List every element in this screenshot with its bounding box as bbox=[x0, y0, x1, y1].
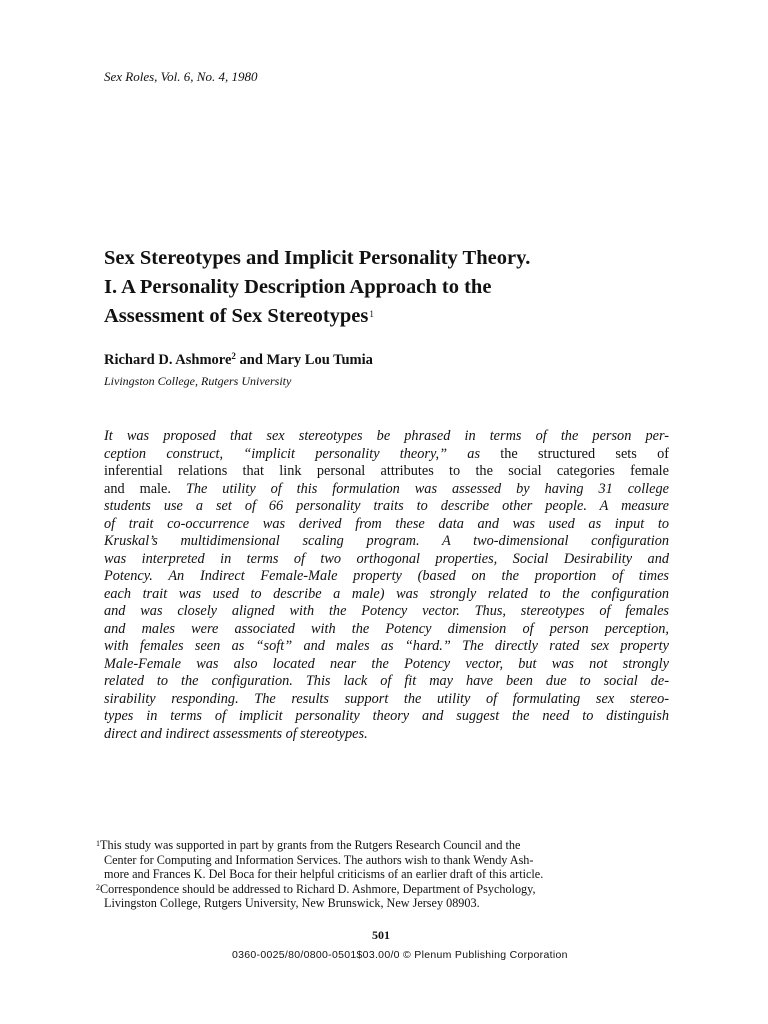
abstract-text: students use a set of 66 personality traits to describe other people. A measure bbox=[104, 498, 669, 514]
abstract-text: Potency. An Indirect Female-Male property (based on the proportion of times bbox=[104, 568, 669, 584]
abstract-text: ception construct, “implicit personality theory,” as bbox=[104, 445, 501, 462]
title-line bbox=[104, 302, 664, 331]
abstract-text: each trait was used to describe a male) was strongly related to the configuration bbox=[104, 585, 669, 602]
abstract-line bbox=[104, 656, 669, 674]
journal-citation: Sex Roles, Vol. 6, No. 4, 1980 bbox=[104, 69, 258, 84]
abstract-line bbox=[104, 516, 669, 534]
abstract bbox=[104, 428, 669, 743]
abstract-line bbox=[104, 428, 669, 446]
abstract-text: was interpreted in terms of two orthogonal properties, Social Desirability and bbox=[104, 550, 669, 567]
abstract-line bbox=[104, 533, 669, 551]
abstract-text: direct and indirect assessments of stereotypes. bbox=[104, 725, 368, 742]
page-number: 501 bbox=[372, 928, 390, 942]
abstract-text: and males were associated with the Potency dimension of person perception, bbox=[104, 620, 669, 637]
abstract-line bbox=[104, 551, 669, 569]
abstract-text: sirability responding. The results support the utility of formulating sex stereo- bbox=[104, 690, 669, 707]
author-footnote-marker: 2 bbox=[231, 351, 236, 361]
abstract-line bbox=[104, 708, 669, 726]
abstract-line bbox=[104, 481, 669, 499]
author-list bbox=[104, 352, 373, 369]
abstract-line bbox=[104, 673, 669, 691]
footnote-marker: 1 bbox=[96, 839, 100, 848]
author-name: and Mary Lou Tumia bbox=[235, 352, 373, 368]
footnote-line: Livingston College, Rutgers University, New Brunswick, New Jersey 08903. bbox=[104, 896, 480, 910]
abstract-text: and male. bbox=[104, 480, 186, 497]
abstract-text: The utility of this formulation was assessed by having 31 college bbox=[185, 480, 669, 497]
abstract-line bbox=[104, 603, 669, 621]
abstract-line bbox=[104, 586, 669, 604]
footnote-text: Correspondence should be addressed to Richard D. Ashmore, Department of Psychology, bbox=[100, 881, 536, 896]
author-affiliation: Livingston College, Rutgers University bbox=[104, 374, 292, 388]
article-title bbox=[104, 244, 664, 331]
footnote-line: more and Frances K. Del Boca for their helpful criticisms of an earlier draft of this article. bbox=[104, 867, 544, 881]
abstract-text: the structured sets of bbox=[500, 445, 669, 462]
abstract-line bbox=[104, 726, 669, 744]
abstract-text: with females seen as “soft” and males as “hard.” The directly rated sex property bbox=[104, 638, 669, 654]
title-footnote-marker: 1 bbox=[369, 309, 374, 319]
footnotes bbox=[96, 838, 670, 911]
abstract-line bbox=[104, 568, 669, 586]
abstract-text: types in terms of implicit personality theory and suggest the need to distinguish bbox=[104, 708, 669, 724]
abstract-text: Male-Female was also located near the Potency vector, but was not strongly bbox=[104, 655, 669, 672]
abstract-text: inferential relations that link personal attributes to the social categories female bbox=[104, 463, 669, 479]
title-line: Sex Stereotypes and Implicit Personality Theory. bbox=[104, 247, 531, 269]
abstract-line bbox=[104, 638, 669, 656]
abstract-text: and was closely aligned with the Potency vector. Thus, stereotypes of females bbox=[104, 603, 669, 619]
title-line-text: Assessment of Sex Stereotypes bbox=[104, 305, 369, 327]
abstract-line bbox=[104, 621, 669, 639]
footnote-line bbox=[96, 882, 670, 897]
footnote-marker: 2 bbox=[96, 882, 100, 892]
title-line: I. A Personality Description Approach to the bbox=[104, 276, 492, 298]
footnote-text: This study was supported in part by grants from the Rutgers Research Council and the bbox=[100, 838, 521, 852]
footnote-line bbox=[96, 838, 670, 853]
abstract-line bbox=[104, 463, 669, 481]
abstract-line bbox=[104, 691, 669, 709]
abstract-text: related to the configuration. This lack of fit may have been due to social de- bbox=[104, 673, 669, 689]
copyright-line: 0360-0025/80/0800-0501$03.00/0 © Plenum Publishing Corporation bbox=[232, 949, 568, 961]
abstract-line bbox=[104, 446, 669, 464]
abstract-text: It was proposed that sex stereotypes be phrased in terms of the person per- bbox=[104, 428, 669, 444]
abstract-text: Kruskal’s multidimensional scaling program. A two-dimensional configuration bbox=[104, 533, 669, 549]
abstract-text: of trait co-occurrence was derived from these data and was used as input to bbox=[104, 515, 669, 532]
footnote-line: Center for Computing and Information Services. The authors wish to thank Wendy Ash- bbox=[104, 852, 534, 867]
author-name: Richard D. Ashmore bbox=[104, 352, 232, 368]
abstract-line bbox=[104, 498, 669, 516]
